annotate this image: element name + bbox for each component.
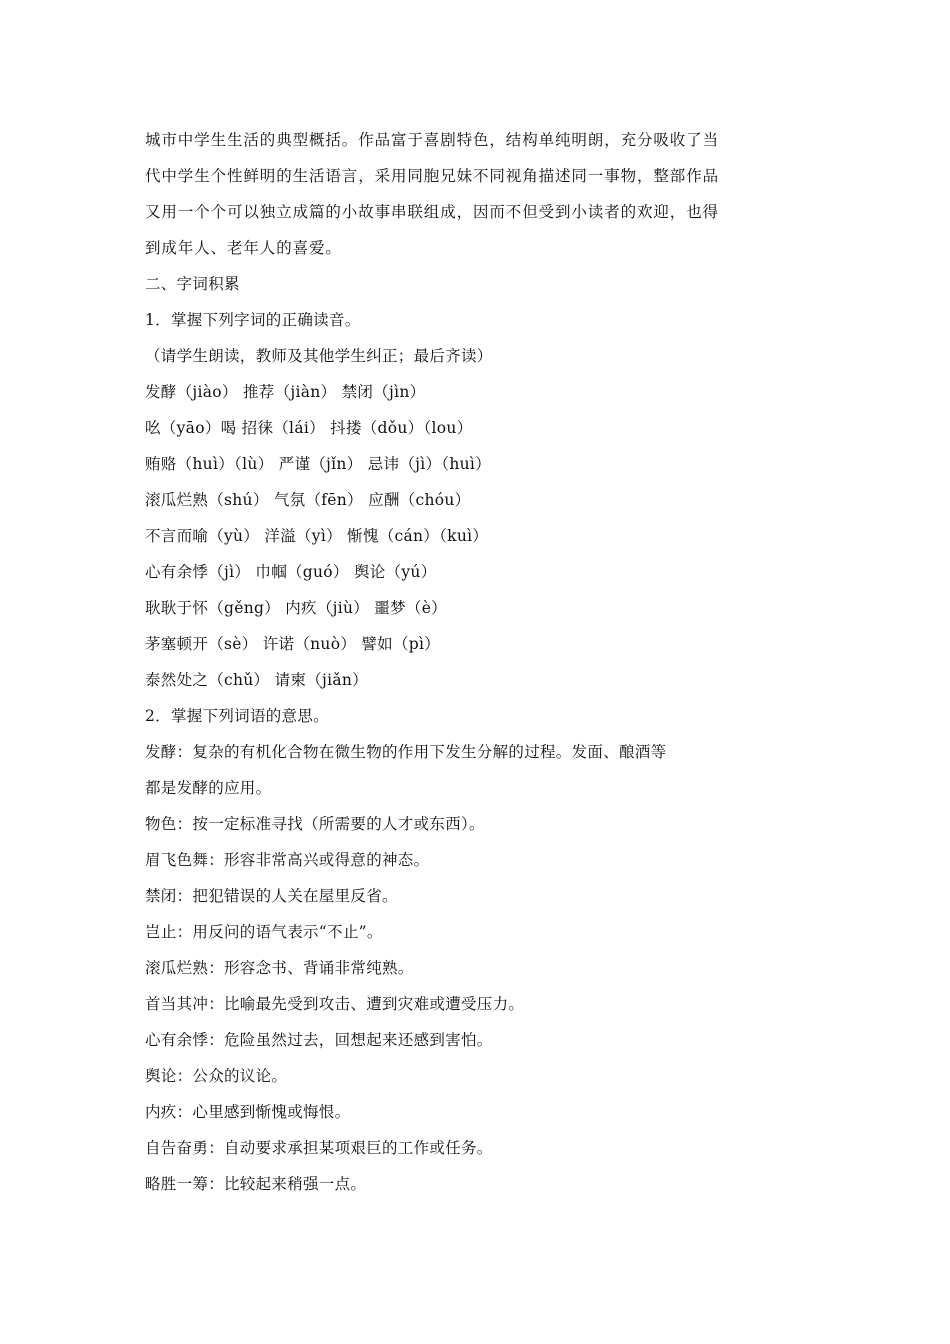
pronunciation-line: 耿耿于怀（gěng） 内疚（jiù） 噩梦（è） <box>145 599 447 617</box>
definition-line: 岂止：用反问的语气表示“不止”。 <box>145 923 383 941</box>
definition-line: 物色：按一定标准寻找（所需要的人才或东西）。 <box>145 815 485 833</box>
definition-list <box>145 734 745 1202</box>
intro-line: 到成年人、老年人的喜爱。 <box>145 239 342 257</box>
definition-line: 禁闭：把犯错误的人关在屋里反省。 <box>145 887 398 905</box>
item1-heading: 1．掌握下列字词的正确读音。 <box>145 311 361 329</box>
pronunciation-line: 贿赂（huì）（lù） 严谨（jǐn） 忌讳（jì）（huì） <box>145 455 491 473</box>
pronunciation-line: 吆（yāo）喝 招徕（lái） 抖搂（dǒu）（lou） <box>145 419 473 437</box>
intro-line: 城市中学生生活的典型概括。作品富于喜剧特色，结构单纯明朗，充分吸收了当 <box>145 131 720 149</box>
definition-line: 都是发酵的应用。 <box>145 779 272 797</box>
intro-paragraph <box>145 122 745 266</box>
pronunciation-line: 心有余悸（jì） 巾帼（guó） 舆论（yú） <box>145 563 437 581</box>
intro-line: 又用一个个可以独立成篇的小故事串联组成，因而不但受到小读者的欢迎，也得 <box>145 203 720 221</box>
definition-line: 舆论：公众的议论。 <box>145 1067 288 1085</box>
pronunciation-line: 茅塞顿开（sè） 许诺（nuò） 譬如（pì） <box>145 635 441 653</box>
definition-line: 心有余悸：危险虽然过去，回想起来还感到害怕。 <box>145 1031 493 1049</box>
item2-heading: 2．掌握下列词语的意思。 <box>145 707 329 725</box>
definition-line: 眉飞色舞：形容非常高兴或得意的神态。 <box>145 851 430 869</box>
definition-line: 自告奋勇：自动要求承担某项艰巨的工作或任务。 <box>145 1139 493 1157</box>
definition-line: 发酵：复杂的有机化合物在微生物的作用下发生分解的过程。发面、酿酒等 <box>145 743 667 761</box>
pronunciation-list <box>145 374 745 698</box>
pronunciation-line: 发酵（jiào） 推荐（jiàn） 禁闭（jìn） <box>145 383 426 401</box>
pronunciation-line: 滚瓜烂熟（shú） 气氛（fēn） 应酬（chóu） <box>145 491 471 509</box>
intro-line: 代中学生个性鲜明的生活语言，采用同胞兄妹不同视角描述同一事物，整部作品 <box>145 167 720 185</box>
pronunciation-line: 泰然处之（chǔ） 请柬（jiǎn） <box>145 671 368 689</box>
page-content <box>145 122 745 1202</box>
definition-line: 首当其冲：比喻最先受到攻击、遭到灾难或遭受压力。 <box>145 995 525 1013</box>
pronunciation-line: 不言而喻（yù） 洋溢（yì） 惭愧（cán）（kuì） <box>145 527 489 545</box>
item1-note: （请学生朗读，教师及其他学生纠正；最后齐读） <box>145 347 493 365</box>
definition-line: 滚瓜烂熟：形容念书、背诵非常纯熟。 <box>145 959 414 977</box>
definition-line: 略胜一筹：比较起来稍强一点。 <box>145 1175 367 1193</box>
definition-line: 内疚：心里感到惭愧或悔恨。 <box>145 1103 351 1121</box>
section-heading: 二、字词积累 <box>145 275 240 293</box>
